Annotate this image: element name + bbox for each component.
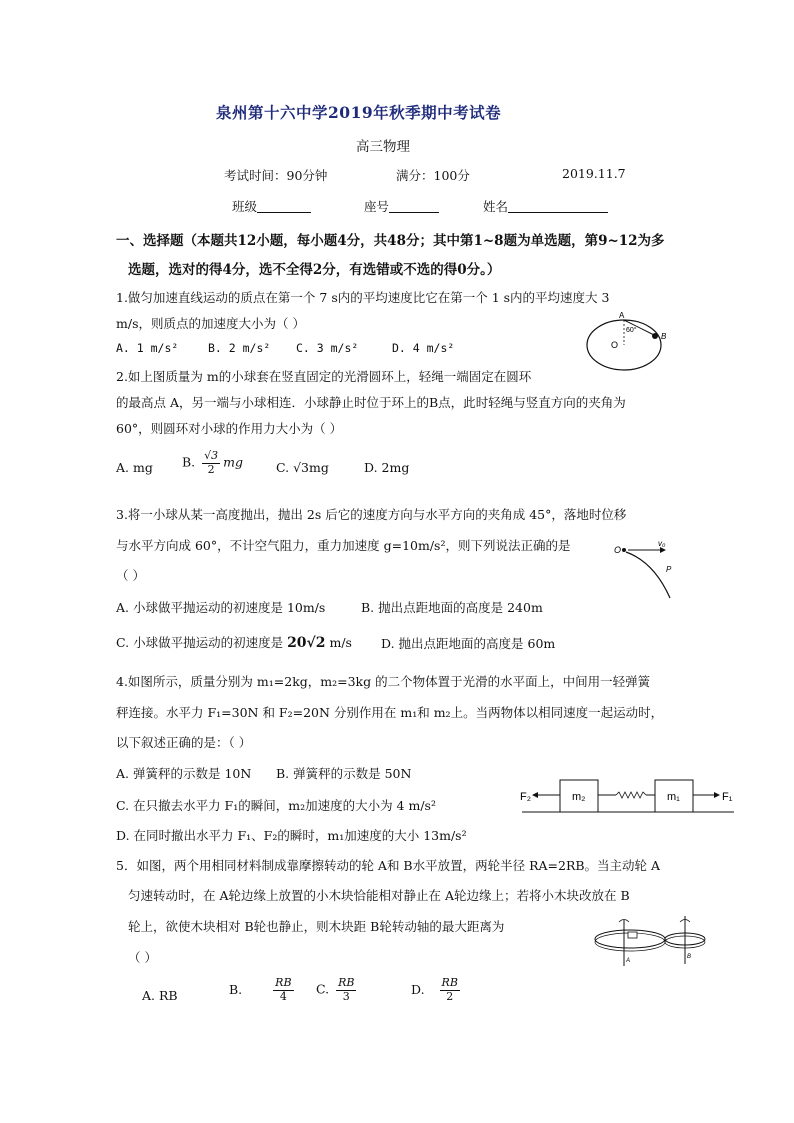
q3-line1: 3.将一小球从某一高度抛出，抛出 2s 后它的速度方向与水平方向的夹角成 45°，落地时位移	[116, 507, 627, 522]
seat-field[interactable]	[364, 197, 439, 215]
q2-option-b-numerator: √3	[204, 449, 219, 462]
q3-line2: 与水平方向成 60°，不计空气阻力，重力加速度 g=10m/s²，则下列说法正确的是	[116, 538, 571, 553]
q5-option-c-label: C.	[316, 981, 330, 997]
q5-option-c[interactable]	[316, 977, 359, 1003]
q5-option-d-label: D.	[411, 981, 425, 997]
q4-fig-label-f2: F₂	[520, 791, 531, 803]
q4-option-d[interactable]: D. 在同时撤出水平力 F₁、F₂的瞬时，m₁加速度的大小 13m/s²	[116, 828, 467, 843]
q4-option-c[interactable]: C. 在只撤去水平力 F₁的瞬间，m₂加速度的大小为 4 m/s²	[116, 798, 436, 813]
q5-option-d-numerator: RB	[441, 976, 458, 989]
q4-fig-label-m2: m₂	[572, 791, 586, 803]
q4-line3: 以下叙述正确的是：（ ）	[116, 735, 252, 750]
full-score: 满分：100分	[396, 168, 470, 183]
q3-line3: （ ）	[116, 568, 145, 583]
q4-fig-label-m1: m₁	[667, 791, 680, 803]
q5-line1: 5．如图，两个用相同材料制成靠摩擦转动的轮 A和 B水平放置，两轮半径 RA=2RB。当主动轮 A	[116, 858, 661, 873]
q5-fig-label-b: B	[687, 954, 692, 960]
q2-line3: 60°，则圆环对小球的作用力大小为（ ）	[116, 421, 343, 436]
q5-wheels-figure	[594, 910, 716, 968]
section-heading-line1: 一、选择题（本题共12小题，每小题4分，共48分；其中第1~8题为单选题，第9~12为多	[116, 233, 665, 249]
exam-date: 2019.11.7	[562, 166, 626, 181]
q5-line2: 匀速转动时，在 A轮边缘上放置的小木块恰能相对静止在 A轮边缘上；若将小木块改放在 B	[128, 888, 630, 903]
q3-option-c-unit: m/s	[329, 635, 352, 650]
q1-option-a[interactable]: A. 1 m/s²	[116, 341, 179, 355]
q3-option-b[interactable]: B. 抛出点距地面的高度是 240m	[361, 600, 543, 615]
q1-option-b[interactable]: B. 2 m/s²	[208, 341, 271, 355]
q2-option-b-fraction	[202, 450, 220, 476]
q3-fig-label-p: P	[666, 565, 672, 574]
q5-option-b-fraction	[273, 977, 293, 1003]
q3-option-d[interactable]: D. 抛出点距地面的高度是 60m	[381, 636, 556, 651]
name-label: 姓名	[483, 199, 509, 214]
q2-option-c[interactable]: C. √3mg	[276, 460, 329, 475]
q2-option-b[interactable]	[182, 450, 243, 476]
q5-option-b-denominator: 4	[279, 989, 287, 1003]
subject-title: 高三物理	[356, 139, 410, 155]
q4-line1: 4.如图所示，质量分别为 m₁=2kg，m₂=3kg 的二个物体置于光滑的水平面上，中间用一轻弹簧	[116, 674, 651, 689]
school-title: 泉州第十六中学2019年秋季期中考试卷	[216, 103, 502, 122]
q3-option-a[interactable]: A. 小球做平抛运动的初速度是 10m/s	[116, 600, 326, 615]
exam-time: 考试时间：90分钟	[224, 168, 328, 183]
q2-line2: 的最高点 A，另一端与小球相连．小球静止时位于环上的B点，此时轻绳与竖直方向的夹角为	[116, 395, 626, 410]
q3-option-c-value: 20√2	[287, 635, 326, 651]
q1-option-c[interactable]: C. 3 m/s²	[296, 341, 359, 355]
q1-line2: m/s，则质点的加速度大小为（ ）	[116, 316, 305, 331]
q5-line4: （ ）	[128, 950, 157, 965]
q3-fig-label-v0: v₀	[658, 539, 666, 548]
q2-option-b-label: B.	[182, 454, 196, 470]
q5-option-c-numerator: RB	[338, 976, 355, 989]
q5-option-d-denominator: 2	[446, 989, 454, 1003]
q2-fig-label-b: B	[661, 332, 667, 341]
q5-option-d-fraction	[440, 977, 460, 1003]
q1-line1: 1.做匀加速直线运动的质点在第一个 7 s内的平均速度比它在第一个 1 s内的平均速度大 3	[116, 290, 610, 305]
q5-option-b-numerator: RB	[275, 976, 292, 989]
q5-line3: 轮上，欲使木块相对 B轮也静止，则木块距 B轮转动轴的最大距离为	[128, 919, 505, 934]
q3-option-c-label: C. 小球做平抛运动的初速度是	[116, 635, 284, 650]
q4-line2: 秤连接。水平力 F₁=30N 和 F₂=20N 分别作用在 m₁和 m₂上。当两物体以相同速度一起运动时，	[116, 705, 664, 720]
q5-option-c-fraction	[336, 977, 356, 1003]
q5-option-b-label: B.	[229, 981, 243, 997]
q5-option-d[interactable]	[411, 977, 463, 1003]
q4-option-b[interactable]: B. 弹簧秤的示数是 50N	[276, 766, 412, 781]
q5-fig-label-a: A	[626, 958, 631, 964]
q2-fig-label-a: A	[619, 311, 625, 320]
q2-option-b-denominator: 2	[207, 462, 215, 476]
q2-option-b-suffix: mg	[223, 454, 244, 470]
q5-option-a[interactable]: A. RB	[142, 988, 178, 1003]
q4-option-a[interactable]: A. 弹簧秤的示数是 10N	[116, 766, 252, 781]
q2-fig-label-o: O	[611, 340, 619, 350]
q4-fig-label-f1: F₁	[722, 791, 733, 803]
q3-trajectory-figure	[612, 540, 674, 602]
q1-option-d[interactable]: D. 4 m/s²	[392, 341, 455, 355]
q3-fig-label-o: O	[614, 545, 622, 555]
q4-blocks-figure	[518, 778, 740, 814]
q3-option-c[interactable]	[116, 633, 352, 651]
q5-option-c-denominator: 3	[342, 989, 350, 1003]
q2-fig-label-angle: 60°	[626, 327, 637, 334]
class-field[interactable]	[232, 197, 311, 215]
class-label: 班级	[232, 199, 258, 214]
seat-label: 座号	[364, 199, 390, 214]
q5-option-b[interactable]	[229, 977, 297, 1003]
name-field[interactable]	[483, 197, 608, 215]
q2-option-a[interactable]: A. mg	[116, 460, 153, 475]
q2-option-d[interactable]: D. 2mg	[364, 460, 410, 475]
section-heading-line2: 选题，选对的得4分，选不全得2分，有选错或不选的得0分。）	[128, 262, 501, 278]
q2-ring-figure	[586, 311, 668, 376]
q2-line1: 2.如上图质量为 m的小球套在竖直固定的光滑圆环上，轻绳一端固定在圆环	[116, 369, 532, 384]
